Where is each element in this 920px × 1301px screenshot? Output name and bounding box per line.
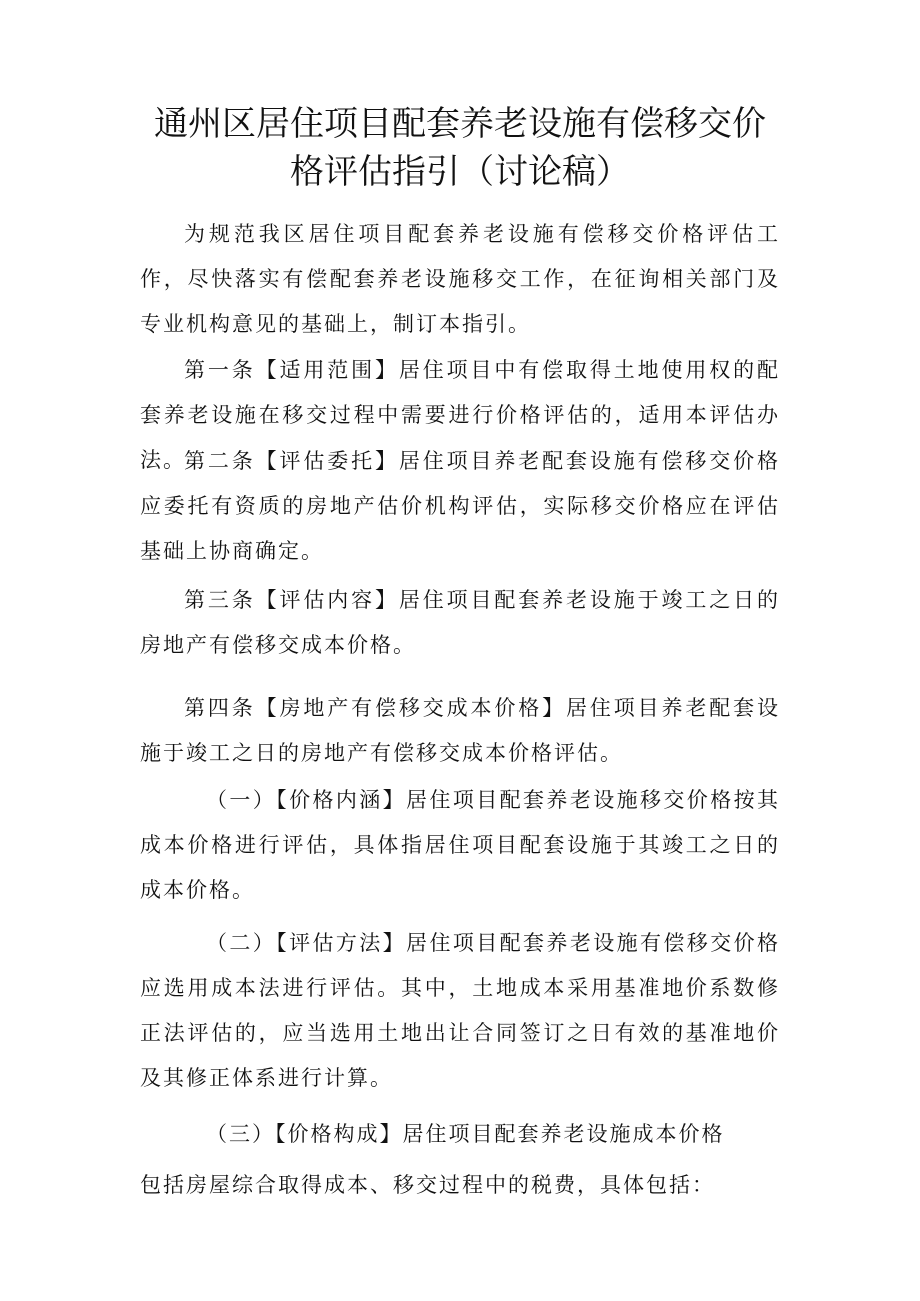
document-title [130, 100, 790, 196]
article-2-paragraph: 第二条【评估委托】居住项目养老配套设施有偿移交价格应委托有资质的房地产估价机构评估，实际移交价格应在评估基础上协商确定。 [140, 449, 780, 563]
clause-3-paragraph: （三）【价格构成】居住项目配套养老设施成本价格 [206, 1122, 725, 1146]
article-1-paragraph: 第一条【适用范围】居住项目中有偿取得土地使用权的配套养老设施在移交过程中需要进行价格评估的，适用本评估办法。 [140, 358, 780, 472]
clause-3-continuation: 包括房屋综合取得成本、移交过程中的税费，具体包括： [140, 1173, 715, 1197]
title-line-2: 格评估指引（讨论稿） [290, 152, 630, 192]
title-line-1: 通州区居住项目配套养老设施有偿移交价 [154, 104, 766, 144]
clause-2-paragraph: （二）【评估方法】居住项目配套养老设施有偿移交价格应选用成本法进行评估。其中，土地成本采用基准地价系数修正法评估的，应当选用土地出让合同签订之日有效的基准地价及其修正体系进行计算。 [140, 931, 780, 1090]
intro-paragraph: 为规范我区居住项目配套养老设施有偿移交价格评估工作，尽快落实有偿配套养老设施移交工作，在征询相关部门及专业机构意见的基础上，制订本指引。 [140, 222, 780, 336]
article-4-paragraph: 第四条【房地产有偿移交成本价格】居住项目养老配套设施于竣工之日的房地产有偿移交成本价格评估。 [140, 696, 780, 765]
article-3-paragraph: 第三条【评估内容】居住项目配套养老设施于竣工之日的房地产有偿移交成本价格。 [140, 588, 780, 657]
clause-1-paragraph: （一）【价格内涵】居住项目配套养老设施移交价格按其成本价格进行评估，具体指居住项目配套设施于其竣工之日的成本价格。 [140, 788, 780, 902]
